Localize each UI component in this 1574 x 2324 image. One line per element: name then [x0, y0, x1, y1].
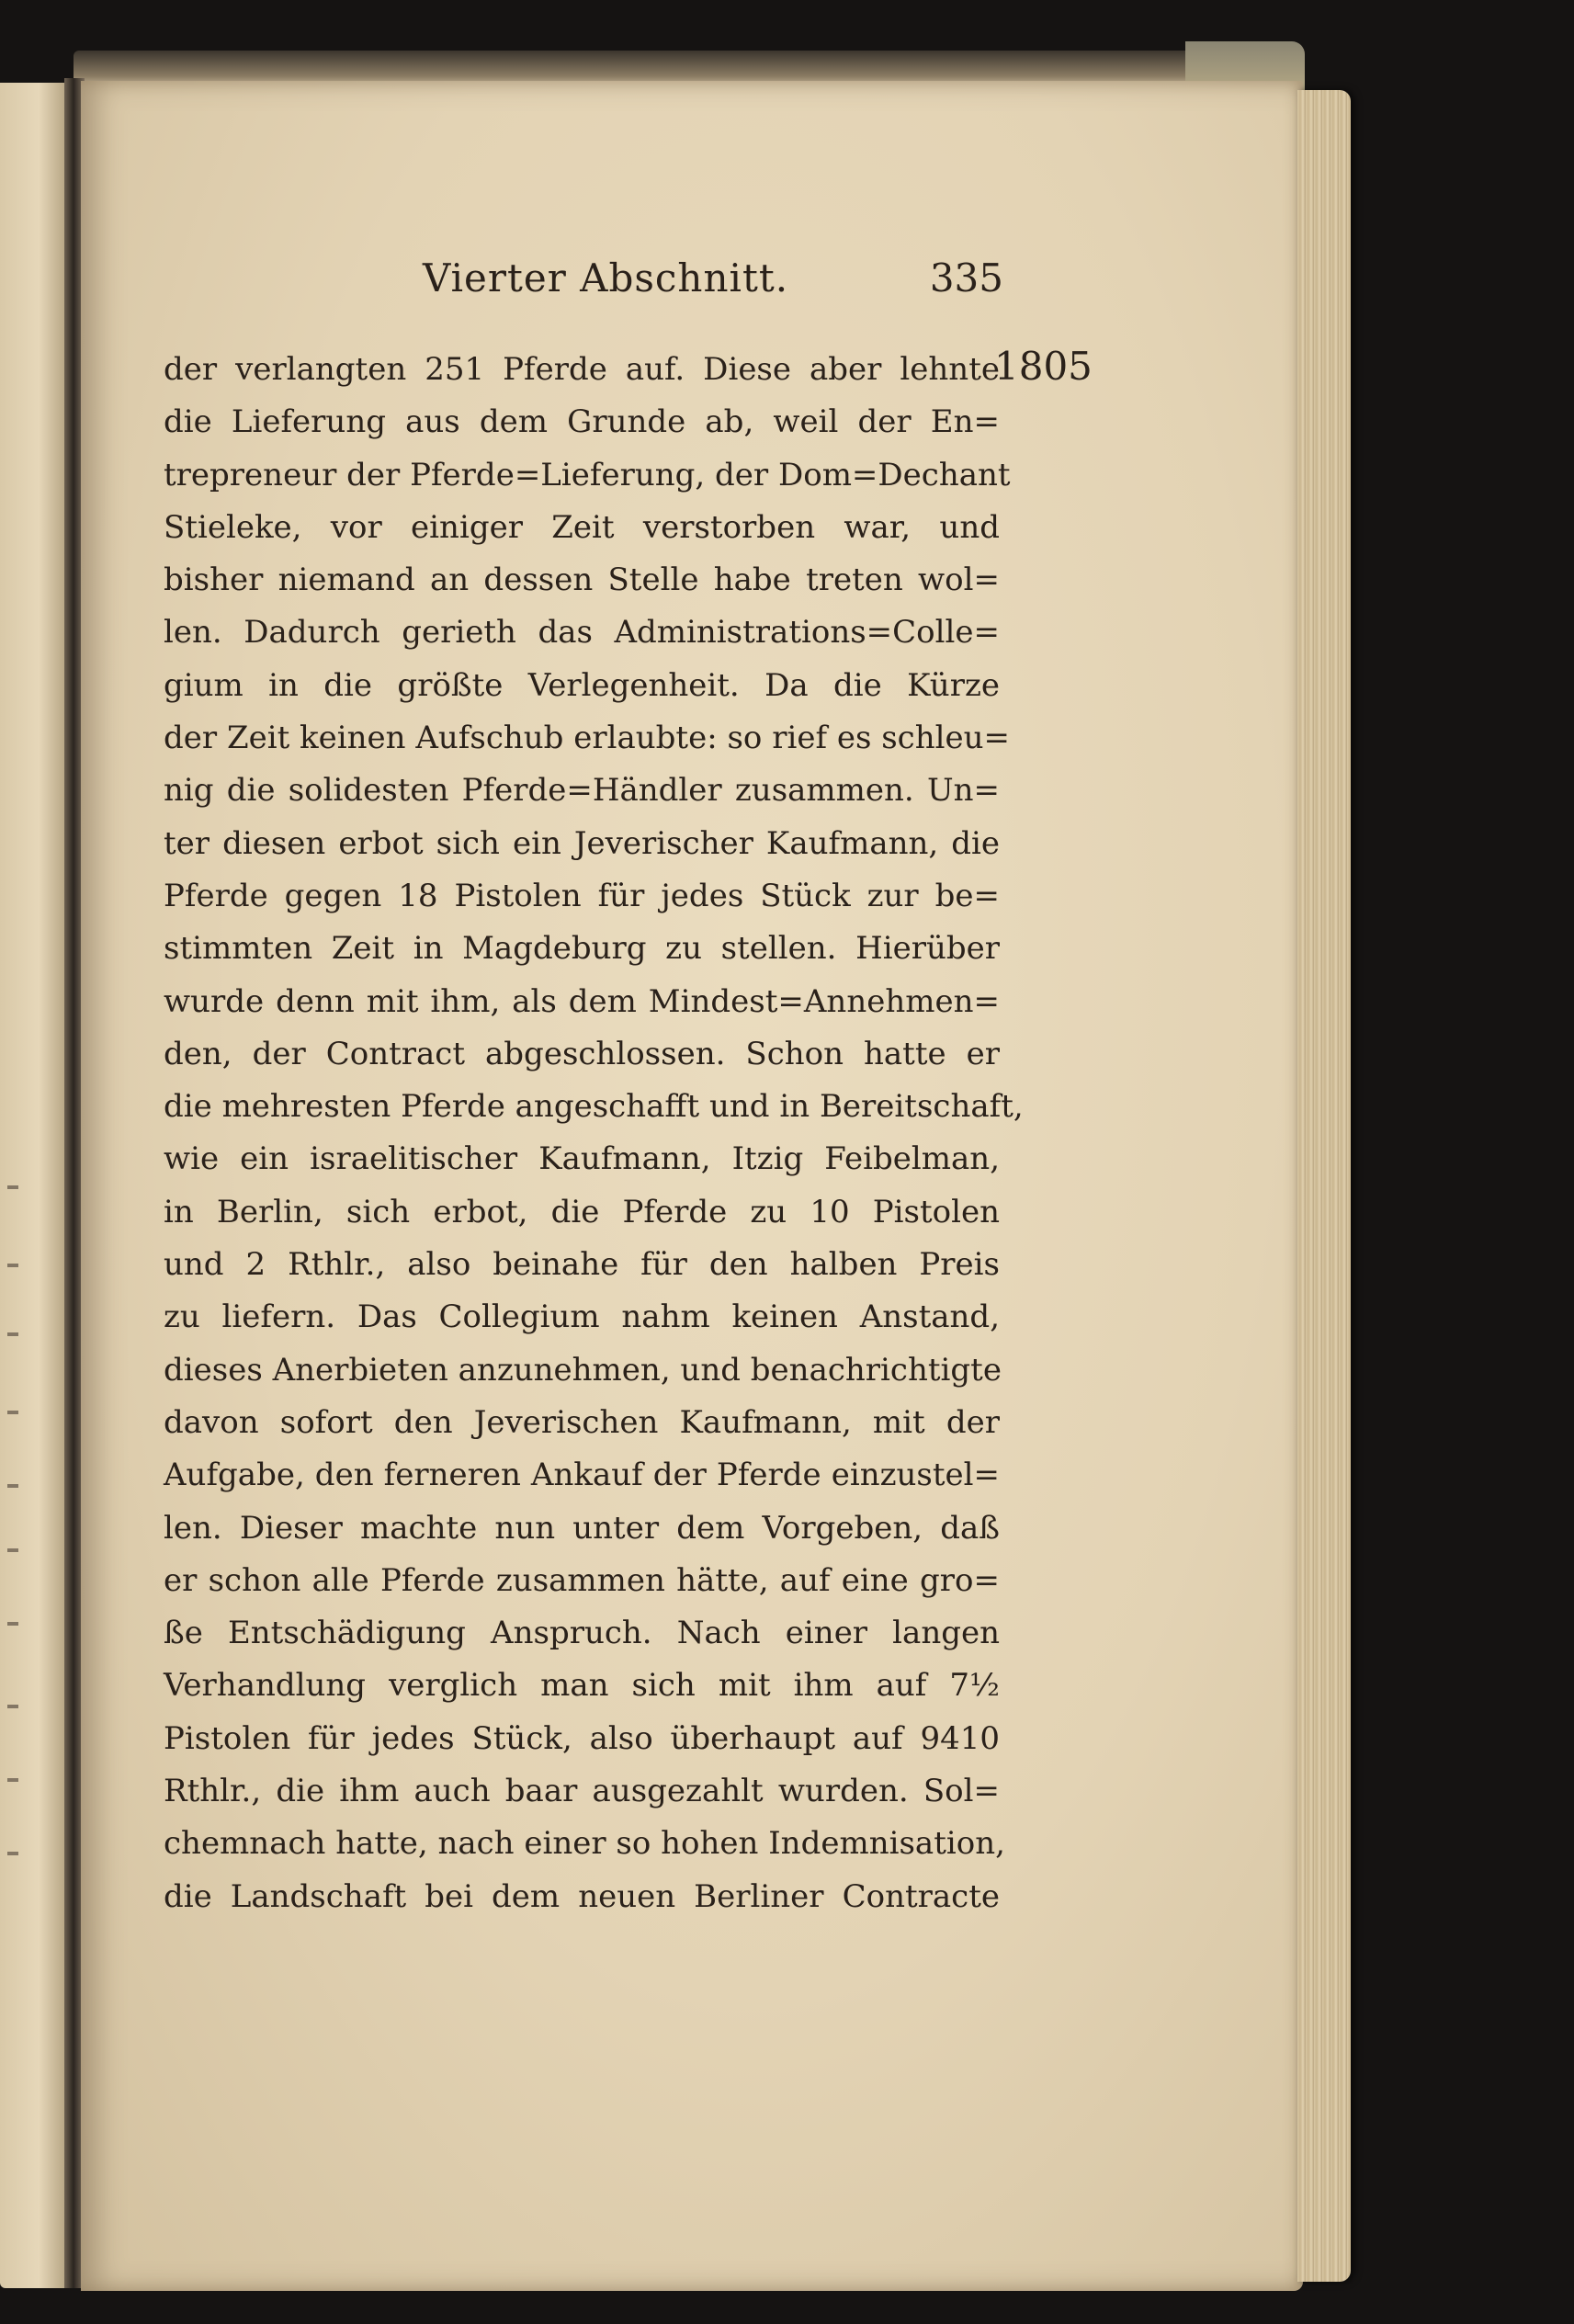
- text-line: Rthlr., die ihm auch baar ausgezahlt wurden. Sol=: [164, 1773, 1000, 1810]
- text-line: die mehresten Pferde angeschafft und in Bereitschaft,: [164, 1088, 1024, 1126]
- facing-page-ink-mark: [7, 1705, 18, 1708]
- facing-page-ink-mark: [7, 1264, 18, 1267]
- running-head: [423, 255, 1084, 311]
- text-line: die Landschaft bei dem neuen Berliner Contracte: [164, 1877, 1000, 1915]
- facing-page-ink-mark: [7, 1548, 18, 1552]
- text-line: stimmten Zeit in Magdeburg zu stellen. Hierüber: [164, 930, 1000, 968]
- text-line: nig die solidesten Pferde=Händler zusammen. Un=: [164, 772, 1000, 810]
- text-line: die Lieferung aus dem Grunde ab, weil der En=: [164, 403, 1000, 441]
- text-line: wie ein israelitischer Kaufmann, Itzig Feibelman,: [164, 1140, 1000, 1178]
- facing-page-ink-mark: [7, 1622, 18, 1626]
- text-line: Verhandlung verglich man sich mit ihm auf 7½: [164, 1667, 1000, 1705]
- text-line: Pferde gegen 18 Pistolen für jedes Stück zur be=: [164, 877, 1000, 914]
- text-line: Stieleke, vor einiger Zeit verstorben war, und: [164, 508, 1000, 546]
- text-line: er schon alle Pferde zusammen hätte, auf eine gro=: [164, 1561, 1000, 1599]
- facing-page-ink-mark: [7, 1332, 18, 1336]
- text-line: gium in die größte Verlegenheit. Da die Kürze: [164, 666, 1000, 704]
- text-line: dieses Anerbieten anzunehmen, und benachrichtigte: [164, 1351, 1002, 1389]
- text-line: trepreneur der Pferde=Lieferung, der Dom=Dechant: [164, 456, 1011, 493]
- facing-page-edge: [0, 83, 64, 2288]
- text-line: len. Dieser machte nun unter dem Vorgeben, daß: [164, 1509, 1000, 1547]
- page-fore-edge: [1297, 90, 1351, 2282]
- text-line: bisher niemand an dessen Stelle habe treten wol=: [164, 561, 1000, 599]
- text-line: zu liefern. Das Collegium nahm keinen Anstand,: [164, 1298, 1000, 1336]
- text-line: der verlangten 251 Pferde auf. Diese aber lehnte: [164, 351, 1000, 388]
- facing-page-ink-mark: [7, 1484, 18, 1488]
- text-line: Pistolen für jedes Stück, also überhaupt auf 9410: [164, 1719, 1000, 1757]
- text-line: der Zeit keinen Aufschub erlaubte: so rief es schleu=: [164, 720, 1010, 757]
- body-text: [164, 344, 1024, 1923]
- facing-page-ink-mark: [7, 1778, 18, 1782]
- running-title: Vierter Abschnitt.: [423, 255, 789, 300]
- text-line: len. Dadurch gerieth das Administrations=Colle=: [164, 614, 1000, 652]
- text-line: den, der Contract abgeschlossen. Schon hatte er: [164, 1035, 1000, 1072]
- text-line: in Berlin, sich erbot, die Pferde zu 10 Pistolen: [164, 1193, 1000, 1230]
- text-line: davon sofort den Jeverischen Kaufmann, mit der: [164, 1403, 1000, 1441]
- facing-page-ink-mark: [7, 1852, 18, 1855]
- text-line: chemnach hatte, nach einer so hohen Indemnisation,: [164, 1825, 1005, 1863]
- text-line: ter diesen erbot sich ein Jeverischer Kaufmann, die: [164, 824, 1000, 862]
- text-line: wurde denn mit ihm, als dem Mindest=Annehmen=: [164, 982, 1000, 1020]
- text-line: und 2 Rthlr., also beinahe für den halben Preis: [164, 1246, 1000, 1284]
- page-number: 335: [929, 255, 1003, 300]
- facing-page-ink-mark: [7, 1411, 18, 1414]
- facing-page-ink-mark: [7, 1185, 18, 1189]
- margin-year-note: 1805: [994, 344, 1093, 389]
- text-line: ße Entschädigung Anspruch. Nach einer langen: [164, 1615, 1000, 1652]
- text-line: Aufgabe, den ferneren Ankauf der Pferde einzustel=: [164, 1457, 1000, 1494]
